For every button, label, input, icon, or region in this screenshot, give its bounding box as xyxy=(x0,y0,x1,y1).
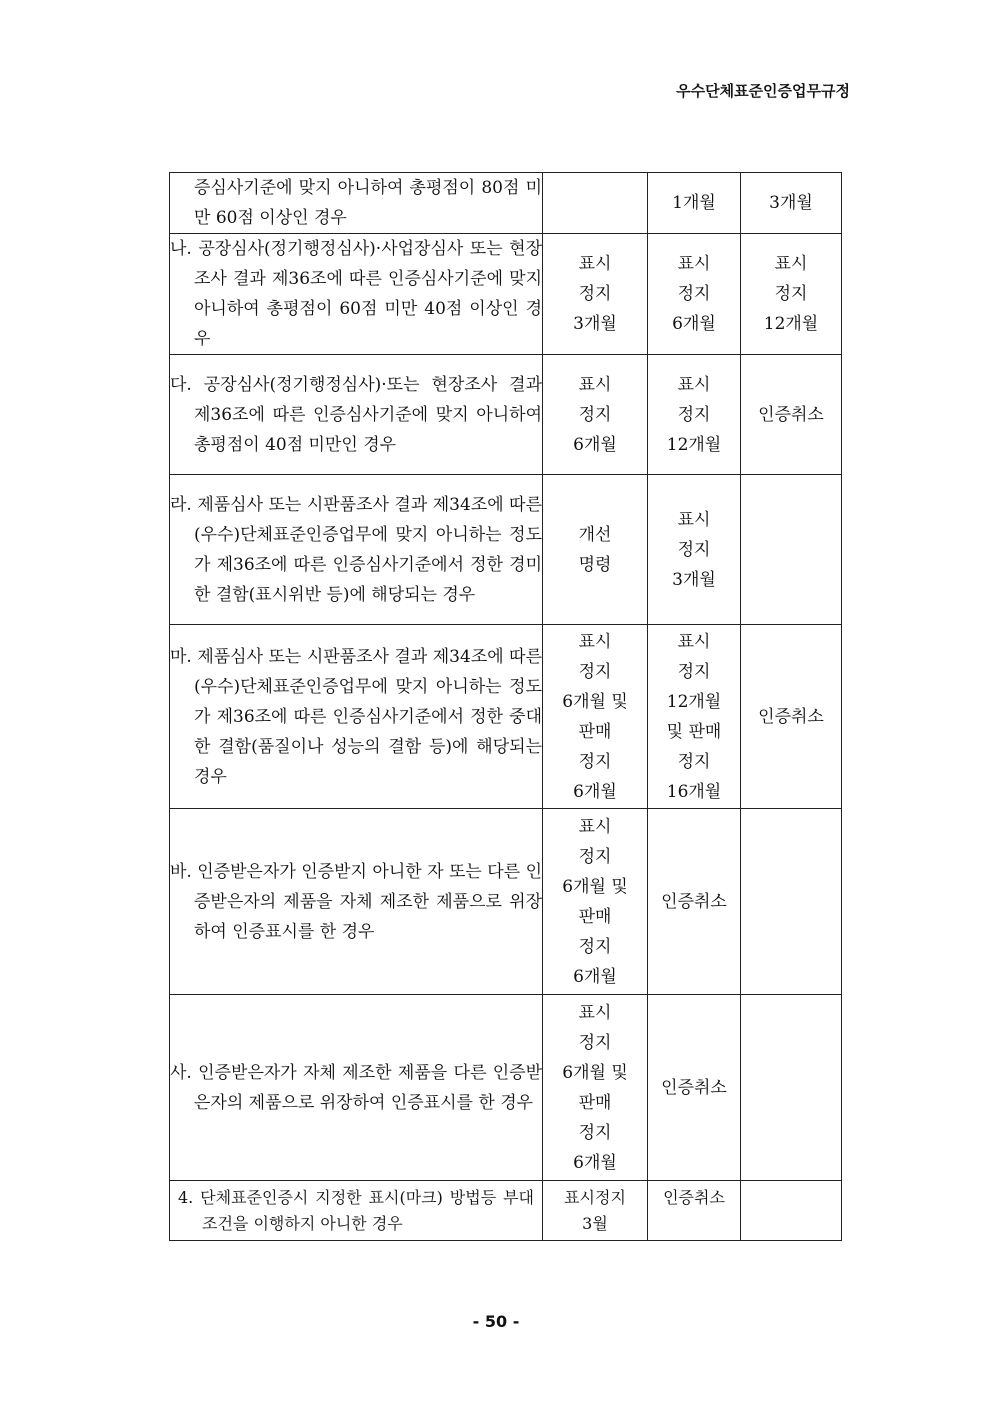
table-row xyxy=(170,1181,842,1241)
second-penalty: 표시 정지 6개월 xyxy=(648,234,741,355)
second-penalty: 표시 정지 3개월 xyxy=(648,475,741,625)
third-penalty: 인증취소 xyxy=(741,625,842,809)
second-penalty: 1개월 xyxy=(648,173,741,234)
third-penalty: 표시 정지 12개월 xyxy=(741,234,842,355)
document-header-title: 우수단체표준인증업무규정 xyxy=(676,82,850,100)
second-penalty: 표시 정지 12개월 xyxy=(648,355,741,475)
first-penalty: 표시정지 3월 xyxy=(543,1181,648,1241)
third-penalty xyxy=(741,1181,842,1241)
violation-description: 증심사기준에 맞지 아니하여 총평점이 80점 미만 60점 이상인 경우 xyxy=(170,173,543,234)
table-row xyxy=(170,475,842,625)
first-penalty: 표시 정지 6개월 및 판매 정지 6개월 xyxy=(543,995,648,1181)
violation-description: 바. 인증받은자가 인증받지 아니한 자 또는 다른 인증받은자의 제품을 자체 제조한 제품으로 위장하여 인증표시를 한 경우 xyxy=(170,809,543,995)
table-row xyxy=(170,809,842,995)
violation-description: 마. 제품심사 또는 시판품조사 결과 제34조에 따른 (우수)단체표준인증업무에 맞지 아니하는 정도가 제36조에 따른 인증심사기준에서 정한 중대한 결함(품질이나 성능의 결함 등)에 해당되는 경우 xyxy=(170,625,543,809)
third-penalty xyxy=(741,995,842,1181)
table-row xyxy=(170,355,842,475)
table-row xyxy=(170,995,842,1181)
violation-description: 다. 공장심사(정기행정심사)·또는 현장조사 결과 제36조에 따른 인증심사기준에 맞지 아니하여 총평점이 40점 미만인 경우 xyxy=(170,355,543,475)
second-penalty: 인증취소 xyxy=(648,809,741,995)
third-penalty: 인증취소 xyxy=(741,355,842,475)
first-penalty: 표시 정지 6개월 및 판매 정지 6개월 xyxy=(543,625,648,809)
violation-description: 4. 단체표준인증시 지정한 표시(마크) 방법등 부대조건을 이행하지 아니한 경우 xyxy=(170,1181,543,1241)
second-penalty: 표시 정지 12개월 및 판매 정지 16개월 xyxy=(648,625,741,809)
second-penalty: 인증취소 xyxy=(648,995,741,1181)
penalty-table xyxy=(169,172,842,1241)
table-row xyxy=(170,234,842,355)
page-number: - 50 - xyxy=(472,1312,520,1331)
violation-description: 라. 제품심사 또는 시판품조사 결과 제34조에 따른 (우수)단체표준인증업무에 맞지 아니하는 정도가 제36조에 따른 인증심사기준에서 정한 경미한 결함(표시위반 등)에 해당되는 경우 xyxy=(170,475,543,625)
second-penalty: 인증취소 xyxy=(648,1181,741,1241)
third-penalty: 3개월 xyxy=(741,173,842,234)
first-penalty: 표시 정지 6개월 xyxy=(543,355,648,475)
third-penalty xyxy=(741,809,842,995)
first-penalty xyxy=(543,173,648,234)
table-row xyxy=(170,625,842,809)
first-penalty: 표시 정지 3개월 xyxy=(543,234,648,355)
third-penalty xyxy=(741,475,842,625)
first-penalty: 개선 명령 xyxy=(543,475,648,625)
violation-description: 사. 인증받은자가 자체 제조한 제품을 다른 인증받은자의 제품으로 위장하여 인증표시를 한 경우 xyxy=(170,995,543,1181)
first-penalty: 표시 정지 6개월 및 판매 정지 6개월 xyxy=(543,809,648,995)
violation-description: 나. 공장심사(정기행정심사)·사업장심사 또는 현장조사 결과 제36조에 따른 인증심사기준에 맞지 아니하여 총평점이 60점 미만 40점 이상인 경우 xyxy=(170,234,543,355)
table-row xyxy=(170,173,842,234)
